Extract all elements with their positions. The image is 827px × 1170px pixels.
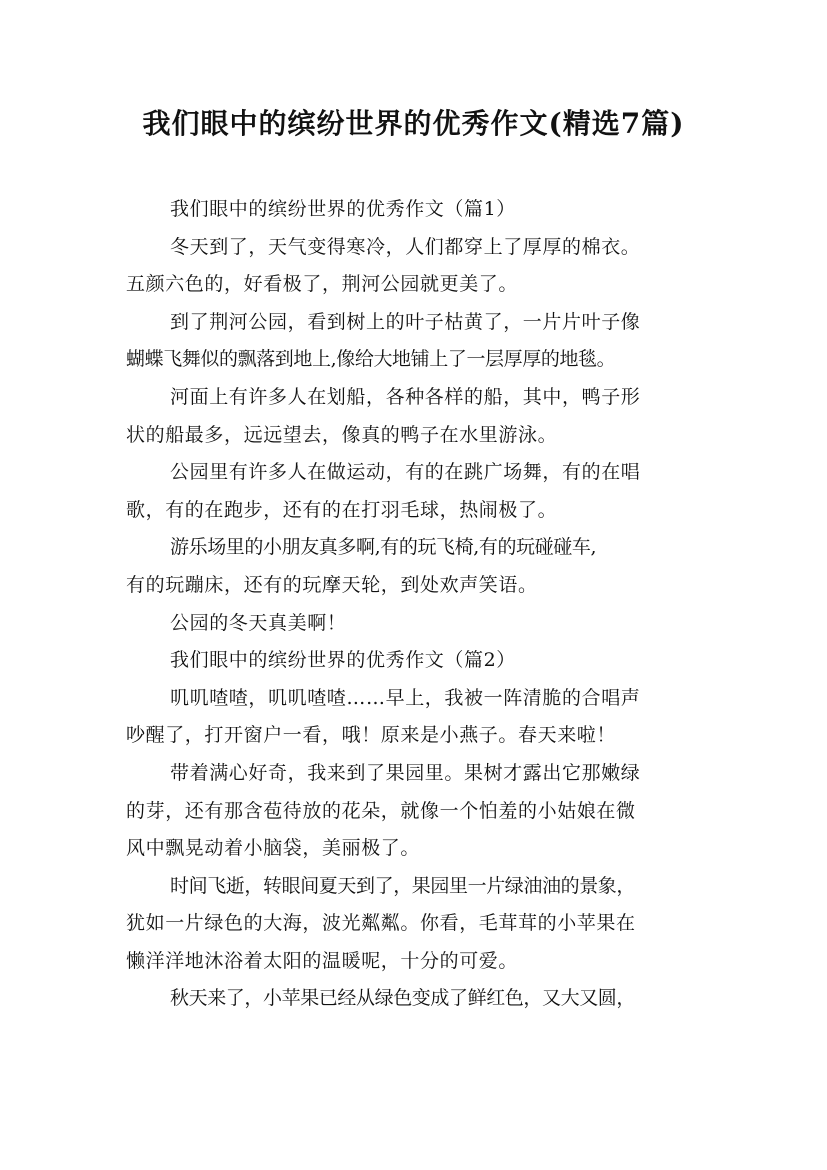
document-body <box>126 191 708 1018</box>
paragraph-line: 公园里有许多人在做运动，有的在跳广场舞，有的在唱 <box>170 461 641 484</box>
paragraph-line: 有的玩蹦床，还有的玩摩天轮，到处欢声笑语。 <box>126 573 538 596</box>
paragraph-line: 公园的冬天真美啊！ <box>170 611 347 634</box>
section-heading-1: 我们眼中的缤纷世界的优秀作文（篇1） <box>170 198 516 220</box>
paragraph-line: 犹如一片绿色的大海，波光粼粼。你看，毛茸茸的小苹果在 <box>126 912 636 935</box>
document-title: 我们眼中的缤纷世界的优秀作文(精选7篇) <box>142 107 685 140</box>
paragraph-line: 时间飞逝，转眼间夏天到了，果园里一片绿油油的景象， <box>170 874 636 897</box>
paragraph-line: 蝴蝶飞舞似的飘落到地上,像给大地铺上了一层厚厚的地毯。 <box>126 348 616 371</box>
paragraph-line: 的芽，还有那含苞待放的花朵，就像一个怕羞的小姑娘在微 <box>126 799 636 822</box>
paragraph-line: 状的船最多，远远望去，像真的鸭子在水里游泳。 <box>126 423 558 446</box>
paragraph-line: 冬天到了，天气变得寒冷，人们都穿上了厚厚的棉衣。 <box>170 235 641 258</box>
paragraph-line: 带着满心好奇，我来到了果园里。果树才露出它那嫩绿 <box>170 761 641 784</box>
paragraph-line: 秋天来了，小苹果已经从绿色变成了鲜红色，又大又圆， <box>170 987 636 1010</box>
paragraph-line: 懒洋洋地沐浴着太阳的温暖呢，十分的可爱。 <box>126 949 519 972</box>
paragraph-line: 五颜六色的，好看极了，荆河公园就更美了。 <box>126 273 519 296</box>
paragraph-line: 到了荆河公园，看到树上的叶子枯黄了，一片片叶子像 <box>170 310 641 333</box>
paragraph-line: 风中飘晃动着小脑袋，美丽极了。 <box>126 837 421 860</box>
paragraph-line: 吵醒了，打开窗户一看，哦！原来是小燕子。春天来啦！ <box>126 724 617 747</box>
paragraph-line: 歌，有的在跑步，还有的在打羽毛球，热闹极了。 <box>126 498 558 521</box>
section-heading-2: 我们眼中的缤纷世界的优秀作文（篇2） <box>170 649 516 672</box>
paragraph-line: 叽叽喳喳，叽叽喳喳……早上，我被一阵清脆的合唱声 <box>170 686 641 709</box>
paragraph-line: 游乐场里的小朋友真多啊,有的玩飞椅,有的玩碰碰车, <box>170 536 597 559</box>
paragraph-line: 河面上有许多人在划船，各种各样的船，其中，鸭子形 <box>170 385 641 408</box>
